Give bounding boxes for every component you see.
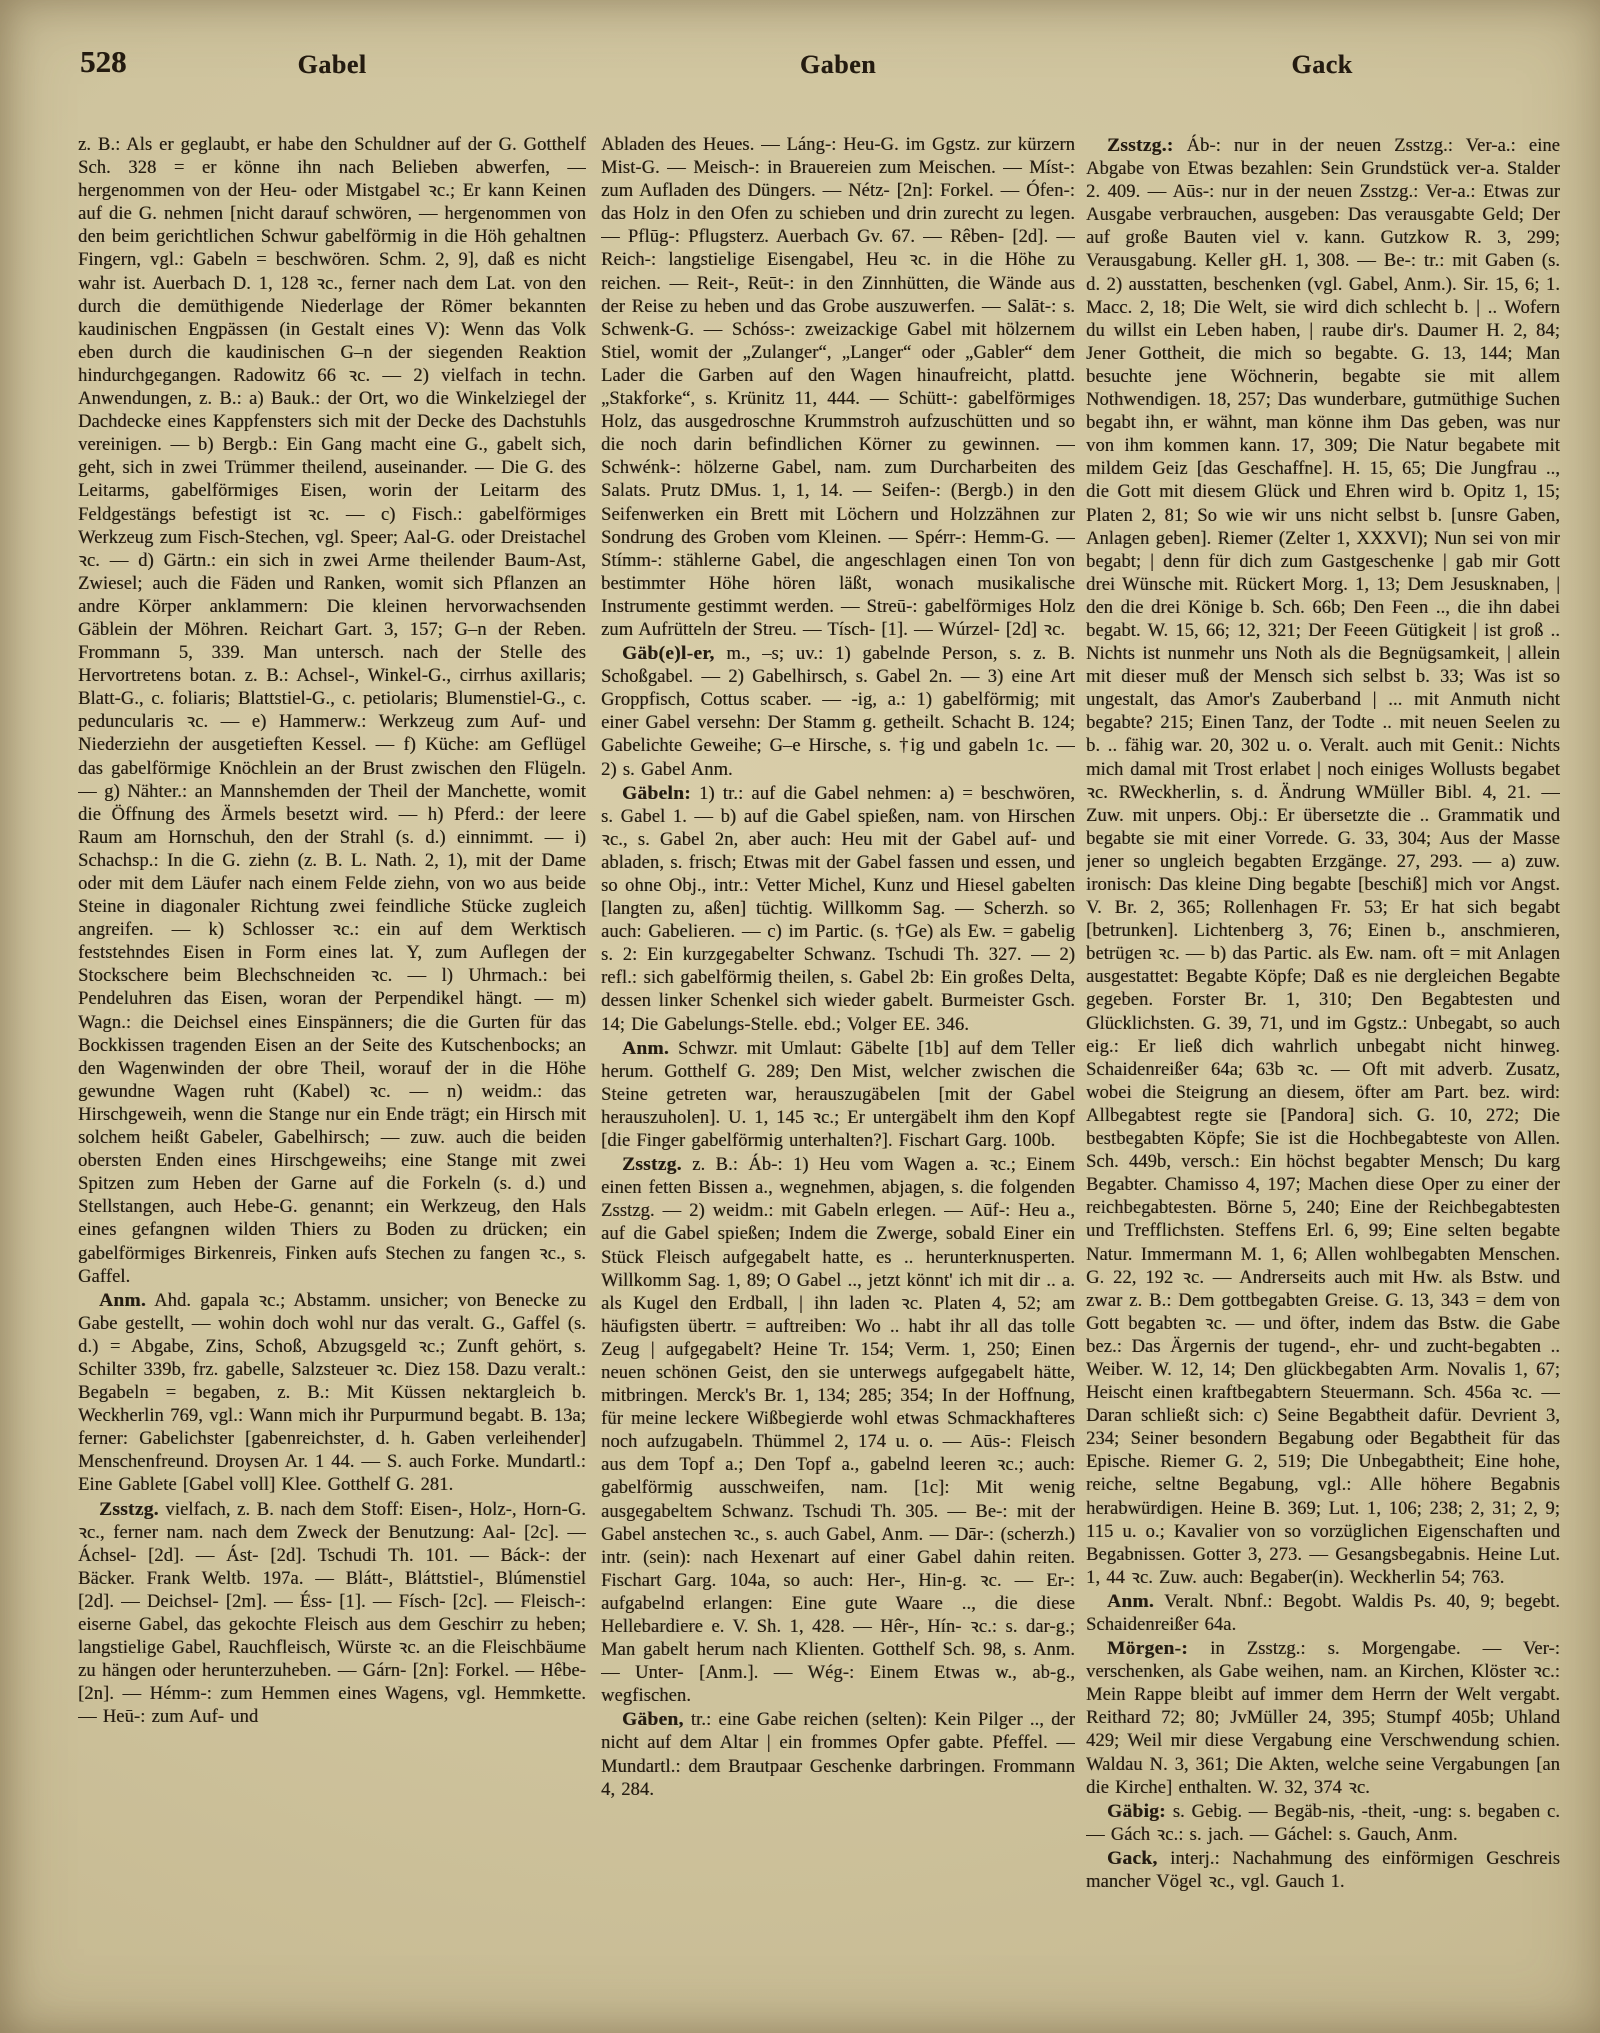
running-head-gaben: Gaben: [799, 50, 877, 79]
paragraph: Anm. Schwzr. mit Umlaut: Gäbelte [1b] auf dem Teller herum. Gotthelf G. 289; Den Mist, welcher zwischen die Steine getreten war, herauszugäbelen [mit der Gabel herauszuholen]. U. 1, 145 ꝛc.; Er untergäbelt ihm den Kopf [die Finger gabelförmig unterhalten?]. Fischart Garg. 100b.: [601, 1037, 1075, 1152]
paragraph: Zsstzg. z. B.: Áb-: 1) Heu vom Wagen a. ꝛc.; Einem einen fetten Bissen a., wegnehmen, abjagen, s. die folgenden Zsstzg. — 2) weidm.: mit Gabeln erlegen. — Aūf-: Heu a., auf die Gabel spießen; Indem die Zwerge, sobald Einer ein Stück Fleisch aufgegabelt hatte, es .. herunterknusperten. Willkomm Sag. 1, 89; O Gabel .., jetzt könnt' ich mit dir .. a. als Kugel den Erdball, | ihn laden ꝛc. Platen 4, 52; am häufigsten übertr. = auftreiben: Wo .. habt ihr all das tolle Zeug | aufgegabelt? Heine Tr. 154; Verm. 1, 250; Einen neuen schönen Geist, den sie unterwegs aufgegabelt hätte, mitbringen. Merck's Br. 1, 134; 285; 354; In der Hoffnung, für meine leckere Wißbegierde wohl etwas Schmackhafteres noch aufzugabeln. Thümmel 2, 174 u. o. — Aūs-: Fleisch aus dem Topf a.; Den Topf a., gabelnd leeren ꝛc.; auch: gabelförmig ausschweifen, nam. [1c]: Mit wenig ausgegabeltem Schwanz. Tschudi Th. 305. — Be-: mit der Gabel anstechen ꝛc., s. auch Gabel, Anm. — Dār-: (scherzh.) intr. (sein): nach Hexenart auf einer Gabel dahin reiten. Fischart Garg. 104a, so auch: Her-, Hin-g. ꝛc. — Er-: aufgabelnd erlangen: Eine gute Waare .., die diese Hellebardiere e. V. Sh. 1, 428. — Hêr-, Hín- ꝛc.: s. dar-g.; Man gabelt herum nach Klienten. Gotthelf Sch. 98, s. Anm. — Unter- [Anm.]. — Wég-: Einem Etwas w., ab-g., wegfischen.: [601, 1154, 1075, 1707]
entry-headword: Anm.: [622, 1037, 670, 1059]
entry-headword: Anm.: [99, 1289, 147, 1311]
running-head-gabel: Gabel: [297, 50, 367, 79]
paragraph: z. B.: Als er geglaubt, er habe den Schuldner auf der G. Gotthelf Sch. 328 = er könne ihn nach Belieben abwerfen, — hergenommen von der Heu- oder Mistgabel ꝛc.; Er kann Keinen auf die G. nehmen [nicht darauf schwören, — hergenommen von den beim gerichtlichen Schwur gabelförmig in die Höh gehaltnen Fingern, vgl.: Gabeln = beschwören. Schm. 2, 9], daß es nicht wahr ist. Auerbach D. 1, 128 ꝛc., ferner nach dem Lat. von den durch die demüthigende Niederlage der Römer bekannten kaudinischen Engpässen (in Gestalt eines V): Wenn das Volk eben durch die kaudinischen G–n der siegenden Reaktion hindurchgegangen. Radowitz 66 ꝛc. — 2) vielfach in techn. Anwendungen, z. B.: a) Bauk.: der Ort, wo die Winkelziegel der Dachdecke eines Kappfensters sich mit der Decke des Dachstuhls vereinigen. — b) Bergb.: Ein Gang macht eine G., gabelt sich, geht, sich in zwei Trümmer theilend, auseinander. — Die G. des Leitarms, gabelförmiges Eisen, worin der Leitarm des Feldgestängs befestigt ist ꝛc. — c) Fisch.: gabelförmiges Werkzeug zum Fisch-Stechen, vgl. Speer; Aal-G. oder Dreistachel ꝛc. — d) Gärtn.: ein sich in zwei Arme theilender Baum-Ast, Zwiesel; auch die Fäden und Ranken, womit sich Pflanzen an andre Körper anklammern: Die kleinen hervorwachsenden Gäblein der Möhren. Reichart Gart. 3, 157; G–n der Reben. Frommann 5, 339. Man untersch. nach der Stelle des Hervortretens botan. z. B.: Achsel-, Winkel-G., cirrhus axillaris; Blatt-G., c. foliaris; Blattstiel-G., c. petiolaris; Blumenstiel-G., c. peduncularis ꝛc. — e) Hammerw.: Werkzeug zum Auf- und Niederziehn der ausgetieften Kessel. — f) Küche: am Geflügel das gabelförmige Knöchlein an der Brust zwischen den Flügeln. — g) Nähter.: an Mannshemden der Theil der Manchette, womit die Öffnung des Ärmels besetzt wird. — h) Pferd.: der leere Raum am Hornschuh, den der Strahl (s. d.) einnimmt. — i) Schachsp.: In die G. ziehn (z. B. L. Nath. 2, 1), mit der Dame oder mit dem Läufer nach einem Felde ziehn, von wo aus beide Steine in diagonaler Richtung zwei feindliche Stücke zugleich angreifen. — k) Schlosser ꝛc.: ein auf dem Werktisch feststehndes Eisen in Form eines lat. Y, zum Auflegen der Stockschere beim Blechschneiden ꝛc. — l) Uhrmach.: bei Pendeluhren das Eisen, woran der Perpendikel hängt. — m) Wagn.: die Deichsel eines Einspänners; die die Gurten für das Bockkissen tragenden Eisen an der Seite des Kutschenbocks; an den Wagenwinden der obre Theil, worauf der in die Höhe gewundne Wagen ruht (Kabel) ꝛc. — n) weidm.: das Hirschgeweih, wenn die Stange nur ein Ende trägt; ein Hirsch mit solchem heißt Gabeler, Gabelhirsch; — zuw. auch die beiden obersten Enden eines Hirschgeweihs; eine Stange mit zwei Spitzen zum Heben der Garne auf die Forkeln (s. d.) und Stellstangen, auch Hebe-G. genannt; ein Werkzeug, den Hals eines gefangnen wilden Thiers zu Boden zu drücken; ein gabelförmiges Birkenreis, Finken aufs Stechen zu fangen ꝛc., s. Gaffel.: [78, 135, 586, 1287]
entry-headword: Gack,: [1107, 1847, 1158, 1869]
entry-headword: Anm.: [1107, 1590, 1155, 1612]
paragraph: Anm. Veralt. Nbnf.: Begobt. Waldis Ps. 40, 9; begebt. Schaidenreißer 64a.: [1086, 1590, 1560, 1635]
paragraph: Zsstzg. vielfach, z. B. nach dem Stoff: Eisen-, Holz-, Horn-G. ꝛc., ferner nam. nach dem Zweck der Benutzung: Aal- [2c]. — Áchsel- [2d]. — Ást- [2d]. Tschudi Th. 101. — Báck-: der Bäcker. Frank Weltb. 197a. — Blátt-, Bláttstiel-, Blúmenstiel [2d]. — Deichsel- [2m]. — Éss- [1]. — Físch- [2c]. — Fleisch-: eiserne Gabel, das gekochte Fleisch aus dem Geschirr zu heben; langstielige Gabel, Rauchfleisch, Würste ꝛc. an die Fleischbäume zu hängen oder herunterzuheben. — Gárn- [2n]: Forkel. — Hêbe- [2n]. — Hémm-: zum Hemmen eines Wagens, vgl. Hemmkette. — Heū-: zum Auf- und: [78, 1498, 586, 1728]
paragraph: Mörgen-: in Zsstzg.: s. Morgengabe. — Ver-: verschenken, als Gabe weihen, nam. an Kirchen, Klöster ꝛc.: Mein Rappe bleibt auf immer dem Herrn der Welt vergabt. Reithard 72; 80; JvMüller 24, 395; Stumpf 405b; Uhland 429; Weil mir diese Vergabung eine Verschwendung schien. Waldau N. 3, 361; Die Akten, welche seine Vergabungen [an die Kirche] enthalten. W. 32, 374 ꝛc.: [1086, 1638, 1560, 1798]
running-head-gack: Gack: [1291, 50, 1353, 79]
entry-headword: Gäbeln:: [622, 782, 691, 804]
entry-headword: Zsstzg.:: [1107, 135, 1174, 156]
entry-headword: Zsstzg.: [99, 1498, 159, 1520]
paragraph: Anm. Ahd. gapala ꝛc.; Abstamm. unsicher; von Benecke zu Gabe gestellt, — wohin doch wohl nur das veralt. G., Gaffel (s. d.) = Abgabe, Zins, Schoß, Abzugsgeld ꝛc.; Zunft gehört, s. Schilter 339b, frz. gabelle, Salzsteuer ꝛc. Diez 158. Dazu veralt.: Begabeln = begaben, z. B.: Mit Küssen nektargleich b. Weckherlin 769, vgl.: Wann mich ihr Purpurmund begabt. B. 13a; ferner: Gabelichster [gabenreichster, d. h. Gaben verleihender] Menschenfreund. Droysen Ar. 1 44. — S. auch Forke. Mundartl.: Eine Gablete [Gabel voll] Klee. Gotthelf G. 281.: [78, 1289, 586, 1496]
entry-headword: Mörgen-:: [1107, 1638, 1189, 1660]
text-column-2: [601, 134, 1075, 1908]
page-number: 528: [80, 44, 127, 79]
paragraph: Gack, interj.: Nachahmung des einförmigen Geschreis mancher Vögel ꝛc., vgl. Gauch 1.: [1086, 1847, 1560, 1892]
paragraph: Gäbig: s. Gebig. — Begäb-nis, -theit, -ung: s. begaben c. — Gách ꝛc.: s. jach. — Gáchel: s. Gauch, Anm.: [1086, 1800, 1560, 1845]
entry-headword: Zsstzg.: [622, 1154, 682, 1176]
paragraph: Gäb(e)l-er, m., –s; uv.: 1) gabelnde Person, s. z. B. Schoßgabel. — 2) Gabelhirsch, s. Gabel 2n. — 3) eine Art Groppfisch, Cottus scaber. — -ig, a.: 1) gabelförmig; mit einer Gabel versehn: Der Stamm g. getheilt. Schacht B. 124; Gabelichte Geweihe; G–e Hirsche, s. †ig und gabeln 1c. — 2) s. Gabel Anm.: [601, 643, 1075, 780]
entry-headword: Gäb(e)l-er,: [622, 643, 715, 665]
entry-headword: Gäbig:: [1107, 1800, 1166, 1822]
paragraph: Abladen des Heues. — Láng-: Heu-G. im Ggstz. zur kürzern Mist-G. — Meisch-: in Brauereien zum Meischen. — Míst-: zum Aufladen des Düngers. — Nétz- [2n]: Forkel. — Ófen-: das Holz in den Ofen zu schieben und drin zurecht zu legen. — Pflūg-: Pflugsterz. Auerbach Gv. 67. — Rêben- [2d]. — Reich-: langstielige Eisengabel, Heu ꝛc. in die Höhe zu reichen. — Reit-, Reūt-: in den Zinnhütten, die Wände aus der Reise zu heben und das Grobe auszuwerfen. — Salāt-: s. Schwenk-G. — Schóss-: zweizackige Gabel mit hölzernem Stiel, womit der „Zulanger“, „Langer“ oder „Gabler“ dem Lader die Garben auf den Wagen hinaufreicht, plattd. „Stakforke“, s. Krünitz 11, 444. — Schütt-: gabelförmiges Holz, das ausgedroschne Krummstroh aufzuschütten und so die noch darin befindlichen Körner zu gewinnen. — Schwénk-: hölzerne Gabel, nam. zum Durcharbeiten des Salats. Prutz DMus. 1, 1, 14. — Seifen-: (Bergb.) in den Seifenwerken ein Brett mit Löchern und Holzzähnen zur Sondrung des Groben vom Kleinen. — Spérr-: Hemm-G. — Stímm-: stählerne Gabel, die angeschlagen einen Ton von bestimmter Höhe hören läßt, wonach musikalische Instrumente gestimmt werden. — Streū-: gabelförmiges Holz zum Aufrütteln der Streu. — Tísch- [1]. — Wúrzel- [2d] ꝛc.: [601, 135, 1075, 640]
text-column-1: [78, 134, 586, 1866]
paragraph: Gäbeln: 1) tr.: auf die Gabel nehmen: a) = beschwören, s. Gabel 1. — b) auf die Gabel spießen, nam. von Hirschen ꝛc., s. Gabel 2n, aber auch: Heu mit der Gabel auf- und abladen, s. frisch; Etwas mit der Gabel fassen und essen, und so ohne Obj., intr.: Vetter Michel, Kunz und Hiesel gabelten [langten zu, aßen] tüchtig. Willkomm Sag. — Scherzh. so auch: Gabelieren. — c) im Partic. (s. †Ge) als Ew. = gabelig s. 2: Ein kurzgegabelter Schwanz. Tschudi Th. 327. — 2) refl.: sich gabelförmig theilen, s. Gabel 2b: Ein großes Delta, dessen linker Schenkel sich wieder gabelt. Burmeister Gsch. 14; Die Gabelungs-Stelle. ebd.; Volger EE. 346.: [601, 782, 1075, 1035]
entry-headword: Gäben,: [622, 1709, 684, 1731]
text-column-3: [1086, 134, 1560, 1892]
paragraph: Gäben, tr.: eine Gabe reichen (selten): Kein Pilger .., der nicht auf dem Altar | ein frommes Opfer gabte. Pfeffel. — Mundartl.: dem Brautpaar Geschenke darbringen. Frommann 4, 284.: [601, 1709, 1075, 1800]
paragraph: Zsstzg.: Áb-: nur in der neuen Zsstzg.: Ver-a.: eine Abgabe von Etwas bezahlen: Sein Grundstück ver-a. Stalder 2. 409. — Aūs-: nur in der neuen Zsstzg.: Ver-a.: Etwas zur Ausgabe verbrauchen, ausgeben: Das verausgabte Geld; Der auf große Bauten viel v. kann. Gutzkow R. 3, 299; Verausgabung. Keller gH. 1, 308. — Be-: tr.: mit Gaben (s. d. 2) ausstatten, beschenken (vgl. Gabel, Anm.). Sir. 15, 6; 1. Macc. 2, 18; Die Welt, sie wird dich schlecht b. | .. Wofern du willst ein Leben haben, | raube dir's. Daumer H. 2, 84; Jener Gottheit, die mich so begabte. G. 13, 144; Man besuchte jene Wöchnerin, begabte sie mit allem Nothwendigen. 18, 257; Das wunderbare, gutmüthige Suchen begabt ihn, er wähnt, man könne ihm Das geben, was nur von ihm kommen kann. 17, 309; Die Natur begabete mit mildem Geiz [das Geschaffne]. H. 15, 65; Die Jungfrau .., die Gott mit diesem Glück und Ehren wird b. Opitz 1, 15; Platen 2, 81; So wie wir uns nicht selbst b. [unsre Gaben, Anlagen geben]. Riemer (Zelter 1, XXXVI); Nun sei von mir begabt; | denn für dich zum Gastgeschenke | gab mir Gott drei Wünsche mit. Rückert Morg. 1, 13; Dem Jesusknaben, | den die drei Könige b. Sch. 66b; Den Feen .., die ihn dabei begabt. W. 15, 66; 12, 321; Der Feeen Gütigkeit | ist groß .. Nichts ist nunmehr uns Noth als die Begnügsamkeit, | allein mit dieser muß der Mensch sich selbst b. 33; Was ist so ungestalt, das Amor's Zauberband | ... mit Anmuth nicht begabte? 215; Einen Tanz, der Todte .. mit neuen Seelen zu b. .. fähig war. 20, 302 u. o. Veralt. auch mit Genit.: Nichts mich damal mit Trost erlabet | noch einiges Wollusts begabet ꝛc. RWeckherlin, s. d. Ändrung WMüller Bibl. 4, 21. — Zuw. mit unpers. Obj.: Er übersetzte die .. Grammatik und begabte sie mit einer Vorrede. G. 33, 304; Aus der Masse jener so ungleich begabten Erzgänge. 27, 293. — a) zuw. ironisch: Das kleine Ding begabte [beschiß] mich vor Angst. V. Br. 2, 365; Rollenhagen Fr. 53; Er hat sich begabt [betrunken]. Lichtenberg 3, 76; Einen b., anschmieren, betrügen ꝛc. — b) das Partic. als Ew. nam. oft = mit Anlagen ausgestattet: Begabte Köpfe; Daß es nie dergleichen Begabte gegeben. Forster Br. 1, 310; Den Begabtesten und Glücklichsten. G. 39, 71, und im Ggstz.: Unbegabt, so auch eig.: Er ließ dich wahrlich unbegabt nicht hinweg. Schaidenreißer 64a; 63b ꝛc. — Oft mit adverb. Zusatz, wobei die Steigrung an diesem, öfter am Part. bez. wird: Allbegabtest regte sie [Pandora] sich. G. 10, 272; Die bestbegabten Köpfe; Sie ist die Hochbegabteste von Allen. Sch. 449b, versch.: Ein höchst begabter Mensch; Du karg Begabter. Chamisso 4, 197; Machen diese Oper zu einer der reichbegabtesten. Börne 5, 240; Eine der Reichbegabtesten und Trefflichsten. Steffens Erl. 6, 99; Eine selten begabte Natur. Immermann M. 1, 6; Allen wohlbegabten Menschen. G. 22, 192 ꝛc. — Andrerseits auch mit Hw. als Bstw. und zwar z. B.: Dem gottbegabten Greise. G. 13, 343 = dem von Gott begabten ꝛc. — und öfter, indem das Bstw. die Gabe bez.: Das Ärgernis der tugend-, ehr- und zucht-begabten .. Weiber. W. 12, 14; Den glückbegabten Arm. Novalis 1, 67; Heischt einen kraftbegabtern Steuermann. Sch. 456a ꝛc. — Daran schließt sich: c) Seine Begabtheit dafür. Devrient 3, 234; Seiner besondern Begabung oder Begabtheit für das Epische. Riemer G. 2, 519; Die Unbegabtheit; Eine hohe, reiche, seltne Begabung, vgl.: Alle höhere Begabnis herabwürdigen. Heine B. 369; Lut. 1, 106; 238; 2, 31; 2, 9; 115 u. o.; Kavalier von so vorzüglichen Eigenschaften und Begabnissen. Gotter 3, 273. — Gesangsbegabnis. Heine Lut. 1, 44 ꝛc. Zuw. auch: Begaber(in). Weckherlin 54; 763.: [1086, 135, 1560, 1588]
